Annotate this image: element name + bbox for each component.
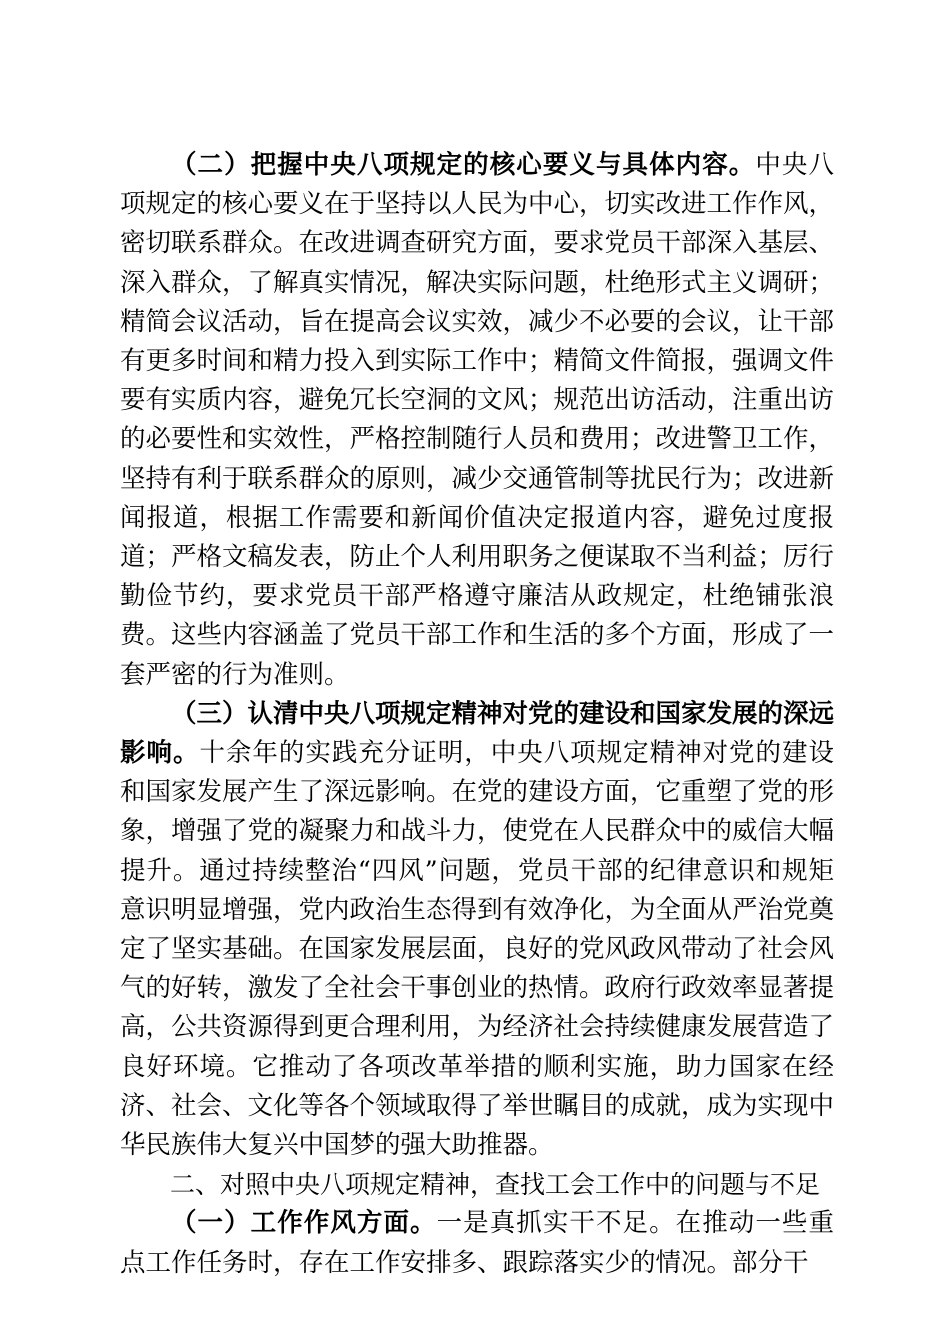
paragraph-body: 一是真抓实干不足。在推动一些重点工作任务时，存在工作安排多、跟踪落实少的情况。部分干 (120, 1208, 834, 1278)
section-heading: 二、对照中央八项规定精神，查找工会工作中的问题与不足 (170, 1170, 821, 1200)
document-page (120, 146, 834, 1283)
paragraph-lead: （三）认清中央八项规定精神对党的建设和国家发展的深远影响。 (120, 698, 835, 769)
paragraph-lead: （一）工作作风方面。 (171, 1208, 437, 1239)
paragraph-body: 中央八项规定的核心要义在于坚持以人民为中心，切实改进工作作风，密切联系群众。在改进调查研究方面，要求党员干部深入基层、深入群众，了解真实情况，解决实际问题，杜绝形式主义调研；精简会议活动，旨在提高会议实效，减少不必要的会议，让干部有更多时间和精力投入到实际工作中；精简文件简报，强调文件要有实质内容，避免冗长空洞的文风；规范出访活动，注重出访的必要性和实效性，严格控制随行人员和费用；改进警卫工作，坚持有利于联系群众的原则，减少交通管制等扰民行为；改进新闻报道，根据工作需要和新闻价值决定报道内容，避免过度报道；严格文稿发表，防止个人利用职务之便谋取不当利益；厉行勤俭节约，要求党员干部严格遵守廉洁从政规定，杜绝铺张浪费。这些内容涵盖了党员干部工作和生活的多个方面，形成了一套严密的行为准则。 (120, 150, 835, 690)
paragraph-core-content (120, 146, 834, 695)
paragraph-impact (120, 695, 834, 1165)
paragraph-lead: （二）把握中央八项规定的核心要义与具体内容。 (171, 150, 756, 180)
paragraph-body: 十余年的实践充分证明，中央八项规定精神对党的建设和国家发展产生了深远影响。在党的建设方面，它重塑了党的形象，增强了党的凝聚力和战斗力，使党在人民群众中的威信大幅提升。通过持续整治“四风”问题，党员干部的纪律意识和规矩意识明显增强，党内政治生态得到有效净化，为全面从严治党奠定了坚实基础。在国家发展层面，良好的党风政风带动了社会风气的好转，激发了全社会干事创业的热情。政府行政效率显著提高，公共资源得到更合理利用，为经济社会持续健康发展营造了良好环境。它推动了各项改革举措的顺利实施，助力国家在经济、社会、文化等各个领域取得了举世瞩目的成就，成为实现中华民族伟大复兴中国梦的强大助推器。 (120, 738, 835, 1161)
paragraph-work-style (120, 1204, 834, 1282)
